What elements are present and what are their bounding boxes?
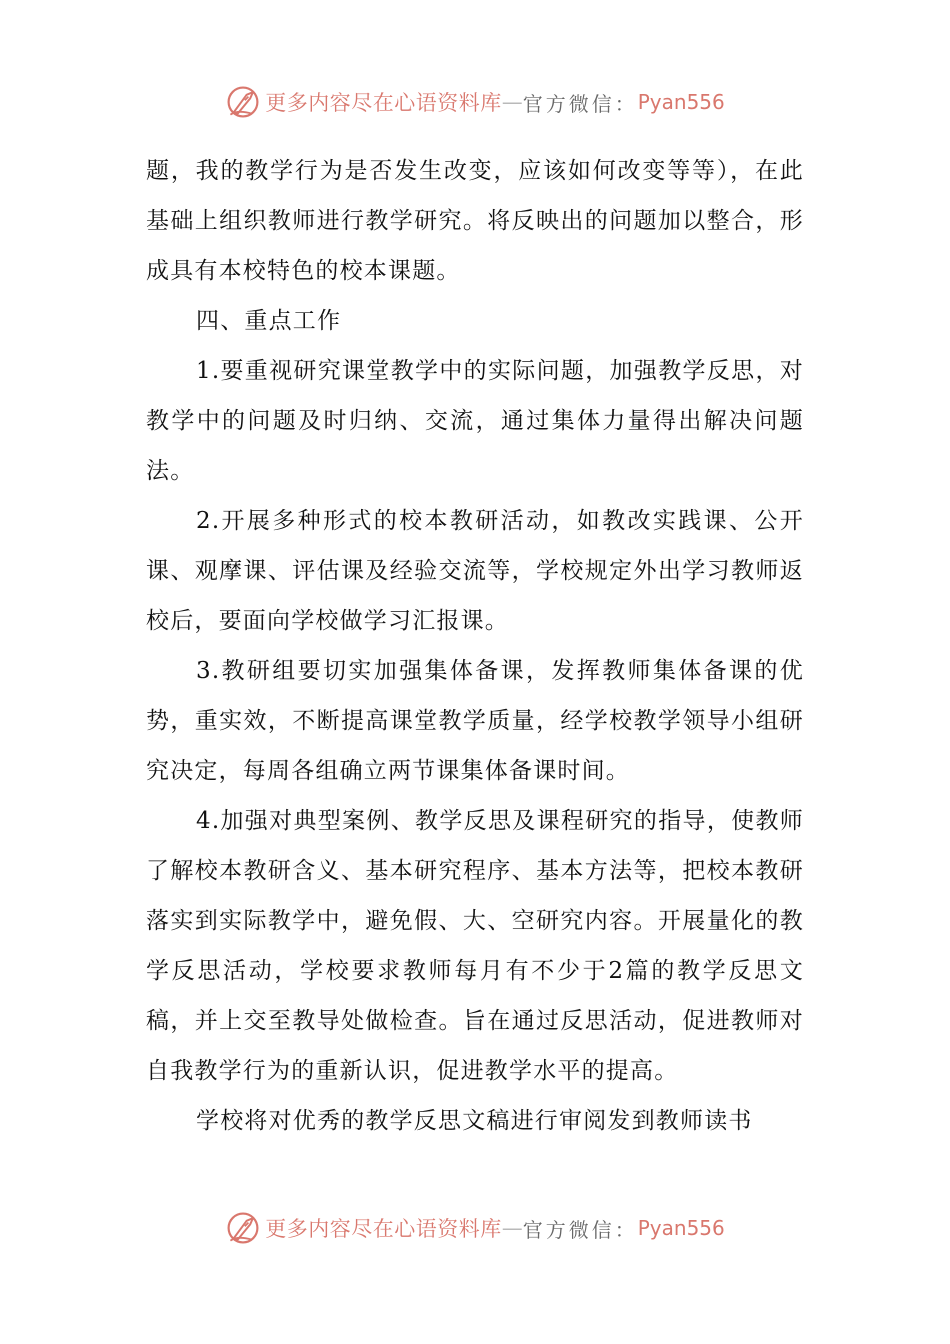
paragraph: 4.加强对典型案例、教学反思及课程研究的指导，使教师了解校本教研含义、基本研究程序、基本方法等，把校本教研落实到实际教学中，避免假、大、空研究内容。开展量化的教学反思活动，学校要求教师每月有不少于2篇的教学反思文稿，并上交至教导处做检查。旨在通过反思活动，促进教师对自我教学行为的重新认识，促进教学水平的提高。 bbox=[146, 808, 804, 1084]
page-footer-banner bbox=[0, 1206, 950, 1250]
paragraph: 学校将对优秀的教学反思文稿进行审阅发到教师读书 bbox=[196, 1108, 753, 1134]
footer-separator: — bbox=[501, 1216, 523, 1240]
pen-nib-logo-icon bbox=[225, 84, 261, 120]
header-wechat-id: Pyan556 bbox=[637, 90, 725, 114]
paragraph: 2.开展多种形式的校本教研活动，如教改实践课、公开课、观摩课、评估课及经验交流等，学校规定外出学习教师返校后，要面向学校做学习汇报课。 bbox=[146, 508, 804, 634]
page-header-banner bbox=[0, 80, 950, 124]
footer-wechat-label: 官方微信： bbox=[522, 1217, 638, 1242]
paragraph: 3.教研组要切实加强集体备课，发挥教师集体备课的优势，重实效，不断提高课堂教学质量，经学校教学领导小组研究决定，每周各组确立两节课集体备课时间。 bbox=[146, 658, 804, 784]
footer-brand-text: 更多内容尽在心语资料库 bbox=[265, 1217, 502, 1241]
document-body bbox=[146, 146, 804, 1146]
header-separator: — bbox=[501, 90, 523, 114]
paragraph: 题，我的教学行为是否发生改变，应该如何改变等等），在此基础上组织教师进行教学研究。将反映出的问题加以整合，形成具有本校特色的校本课题。 bbox=[146, 158, 804, 284]
header-wechat-label: 官方微信： bbox=[522, 91, 638, 116]
section-heading: 四、重点工作 bbox=[196, 308, 342, 334]
footer-wechat-id: Pyan556 bbox=[637, 1216, 725, 1240]
header-brand-text: 更多内容尽在心语资料库 bbox=[265, 91, 502, 115]
paragraph: 1.要重视研究课堂教学中的实际问题，加强教学反思，对教学中的问题及时归纳、交流，通过集体力量得出解决问题法。 bbox=[146, 358, 804, 484]
pen-nib-logo-icon bbox=[225, 1210, 261, 1246]
